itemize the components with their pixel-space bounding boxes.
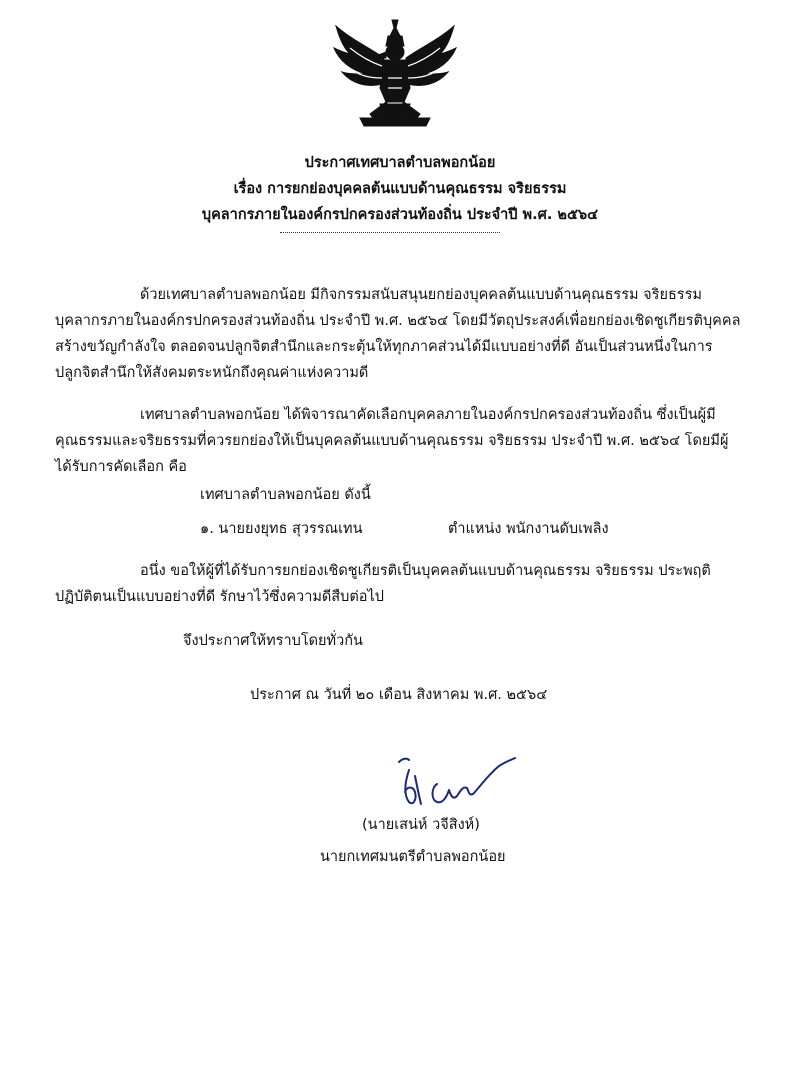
announcement-date: ประกาศ ณ วันที่ ๒๐ เดือน สิงหาคม พ.ศ. ๒๕๖๔ <box>250 687 548 703</box>
body-paragraph-3: อนึ่ง ขอให้ผู้ที่ได้รับการยกย่องเชิดชูเกียรติเป็นบุคคลต้นแบบด้านคุณธรรม จริยธรรม ประพฤติปฏิบัติตนเป็นแบบอย่างที่ดี รักษาไว้ซึ่งความดีสืบต่อไป <box>55 563 711 605</box>
signatory-title: นายกเทศมนตรีตำบลพอกน้อย <box>320 849 506 865</box>
body-paragraph-2: เทศบาลตำบลพอกน้อย ได้พิจารณาคัดเลือกบุคคลภายในองค์กรปกครองส่วนท้องถิ่น ซึ่งเป็นผู้มีคุณธรรมและจริยธรรมที่ควรยกย่องให้เป็นบุคคลต้นแบบด้านคุณธรรม จริยธรรม ประจำปี พ.ศ. ๒๕๖๔ โดยมีผู้ได้รับการคัดเลือก คือ <box>55 407 729 475</box>
announcement-subject: เรื่อง การยกย่องบุคคลต้นแบบด้านคุณธรรม จริยธรรม <box>233 181 567 197</box>
announcement-subject-continued: บุคลากรภายในองค์กรปกครองส่วนท้องถิ่น ประจำปี พ.ศ. ๒๕๖๔ <box>201 207 599 223</box>
awardee-position: ตำแหน่ง พนักงานดับเพลิง <box>448 521 609 537</box>
garuda-emblem-icon <box>330 18 460 128</box>
handwritten-signature-icon <box>395 752 520 812</box>
signatory-name: (นายเสน่ห์ วจีสิงห์) <box>362 817 480 833</box>
announcement-closing: จึงประกาศให้ทราบโดยทั่วกัน <box>183 633 363 649</box>
body-paragraph-1: ด้วยเทศบาลตำบลพอกน้อย มีกิจกรรมสนับสนุนยกย่องบุคคลต้นแบบด้านคุณธรรม จริยธรรม บุคลากรภายในองค์กรปกครองส่วนท้องถิ่น ประจำปี พ.ศ. ๒๕๖๔ โดยมีวัตถุประสงค์เพื่อยกย่องเชิดชูเกียรติบุคคล สร้างขวัญกำลังใจ ตลอดจนปลูกจิตสำนึกและกระตุ้นให้ทุกภาคส่วนได้มีแบบอย่างที่ดี อันเป็นส่วนหนึ่งในการปลูกจิตสำนึกให้สังคมตระหนักถึงคุณค่าแห่งความดี <box>55 287 741 381</box>
awardee-name: ๑. นายยงยุทธ สุวรรณเทน <box>200 521 363 537</box>
announcement-title: ประกาศเทศบาลตำบลพอกน้อย <box>304 155 496 171</box>
dotted-divider <box>280 232 500 233</box>
selection-line: เทศบาลตำบลพอกน้อย ดังนี้ <box>200 487 371 503</box>
